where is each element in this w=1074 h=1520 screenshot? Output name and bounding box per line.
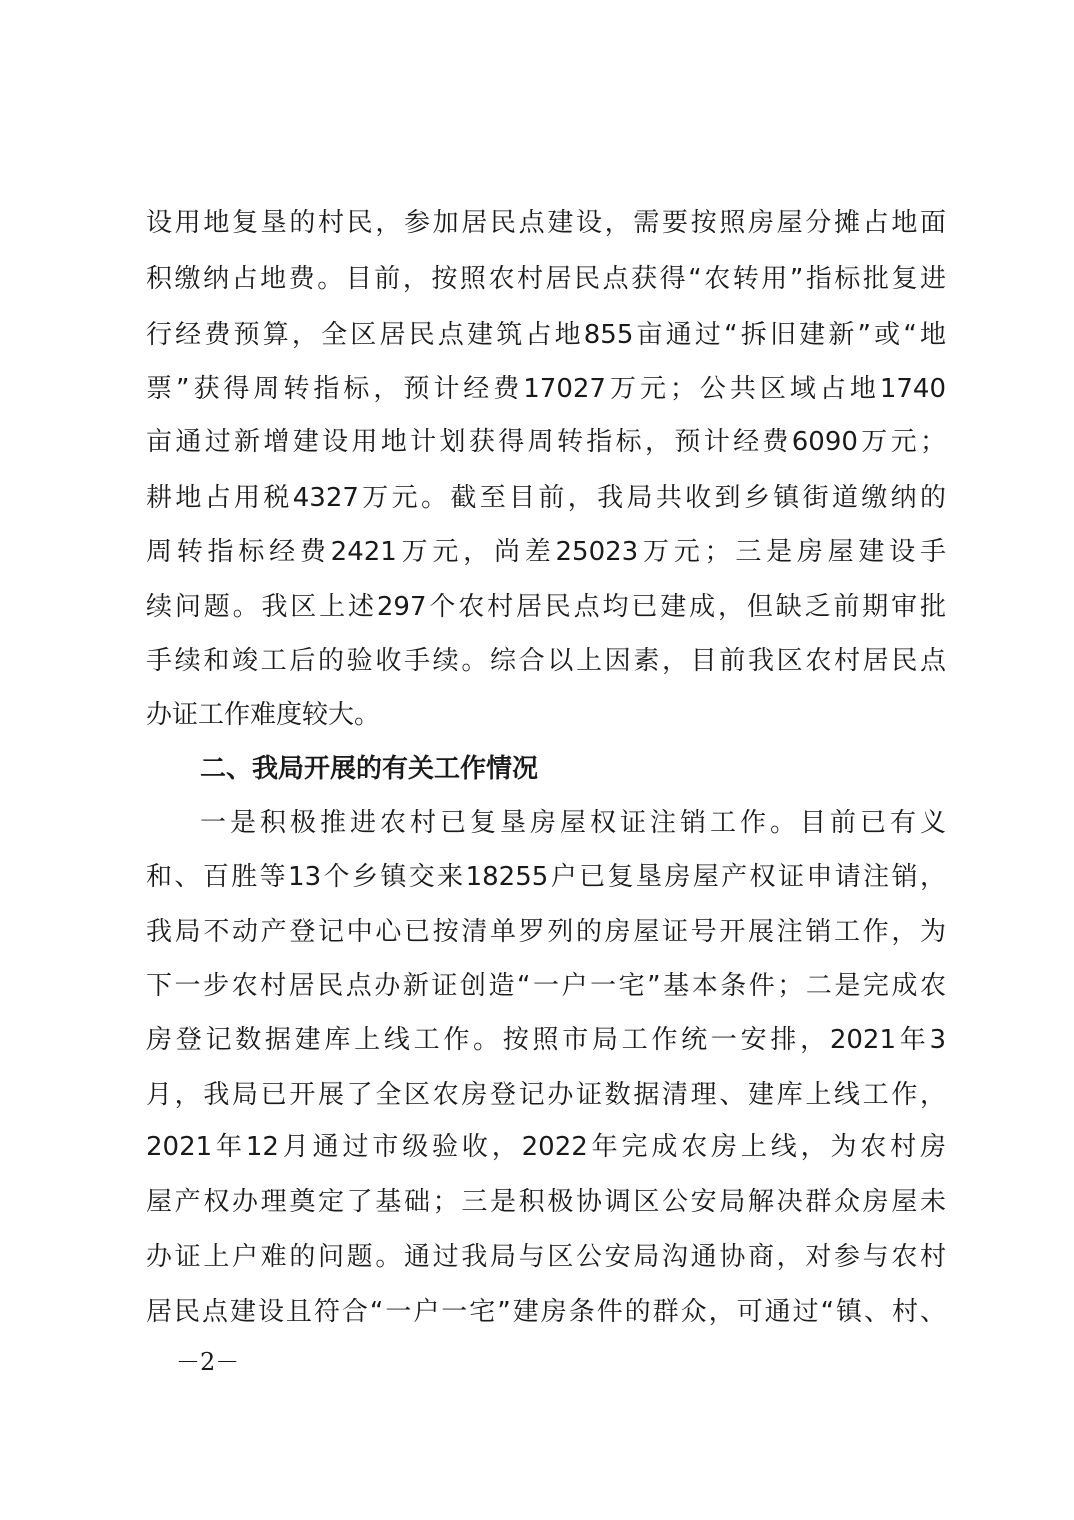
body-line: 一是积极推进农村已复垦房屋权证注销工作。目前已有义 bbox=[200, 808, 946, 838]
body-line: 我局不动产登记中心已按清单罗列的房屋证号开展注销工作，为 bbox=[146, 917, 946, 947]
body-line: 票”获得周转指标，预计经费17027万元；公共区域占地1740 bbox=[146, 374, 946, 404]
body-line: 办证上户难的问题。通过我局与区公安局沟通协商，对参与农村 bbox=[146, 1242, 946, 1272]
body-line: 续问题。我区上述297个农村居民点均已建成，但缺乏前期审批 bbox=[146, 592, 946, 622]
section-heading: 二、我局开展的有关工作情况 bbox=[200, 754, 539, 784]
body-line: 房登记数据建库上线工作。按照市局工作统一安排，2021年3 bbox=[146, 1025, 946, 1055]
body-line: 周转指标经费2421万元，尚差25023万元；三是房屋建设手 bbox=[146, 537, 946, 567]
body-line: 积缴纳占地费。目前，按照农村居民点获得“农转用”指标批复进 bbox=[146, 264, 946, 294]
body-line: 耕地占用税4327万元。截至目前，我局共收到乡镇街道缴纳的 bbox=[146, 483, 946, 513]
page-number: －2－ bbox=[176, 1348, 240, 1376]
body-line: 手续和竣工后的验收手续。综合以上因素，目前我区农村居民点 bbox=[146, 646, 946, 676]
body-line: 办证工作难度较大。 bbox=[146, 700, 381, 730]
body-line: 下一步农村居民点办新证创造“一户一宅”基本条件；二是完成农 bbox=[146, 971, 946, 1001]
body-line: 2021年12月通过市级验收，2022年完成农房上线，为农村房 bbox=[146, 1132, 946, 1162]
body-line: 亩通过新增建设用地计划获得周转指标，预计经费6090万元； bbox=[146, 427, 946, 457]
body-line: 和、百胜等13个乡镇交来18255户已复垦房屋产权证申请注销， bbox=[146, 862, 946, 892]
body-line: 行经费预算，全区居民点建筑占地855亩通过“拆旧建新”或“地 bbox=[146, 320, 946, 350]
body-line: 月，我局已开展了全区农房登记办证数据清理、建库上线工作， bbox=[146, 1080, 946, 1110]
body-line: 设用地复垦的村民，参加居民点建设，需要按照房屋分摊占地面 bbox=[146, 208, 946, 238]
body-line: 居民点建设且符合“一户一宅”建房条件的群众，可通过“镇、村、 bbox=[146, 1297, 946, 1327]
body-line: 屋产权办理奠定了基础；三是积极协调区公安局解决群众房屋未 bbox=[146, 1187, 946, 1217]
